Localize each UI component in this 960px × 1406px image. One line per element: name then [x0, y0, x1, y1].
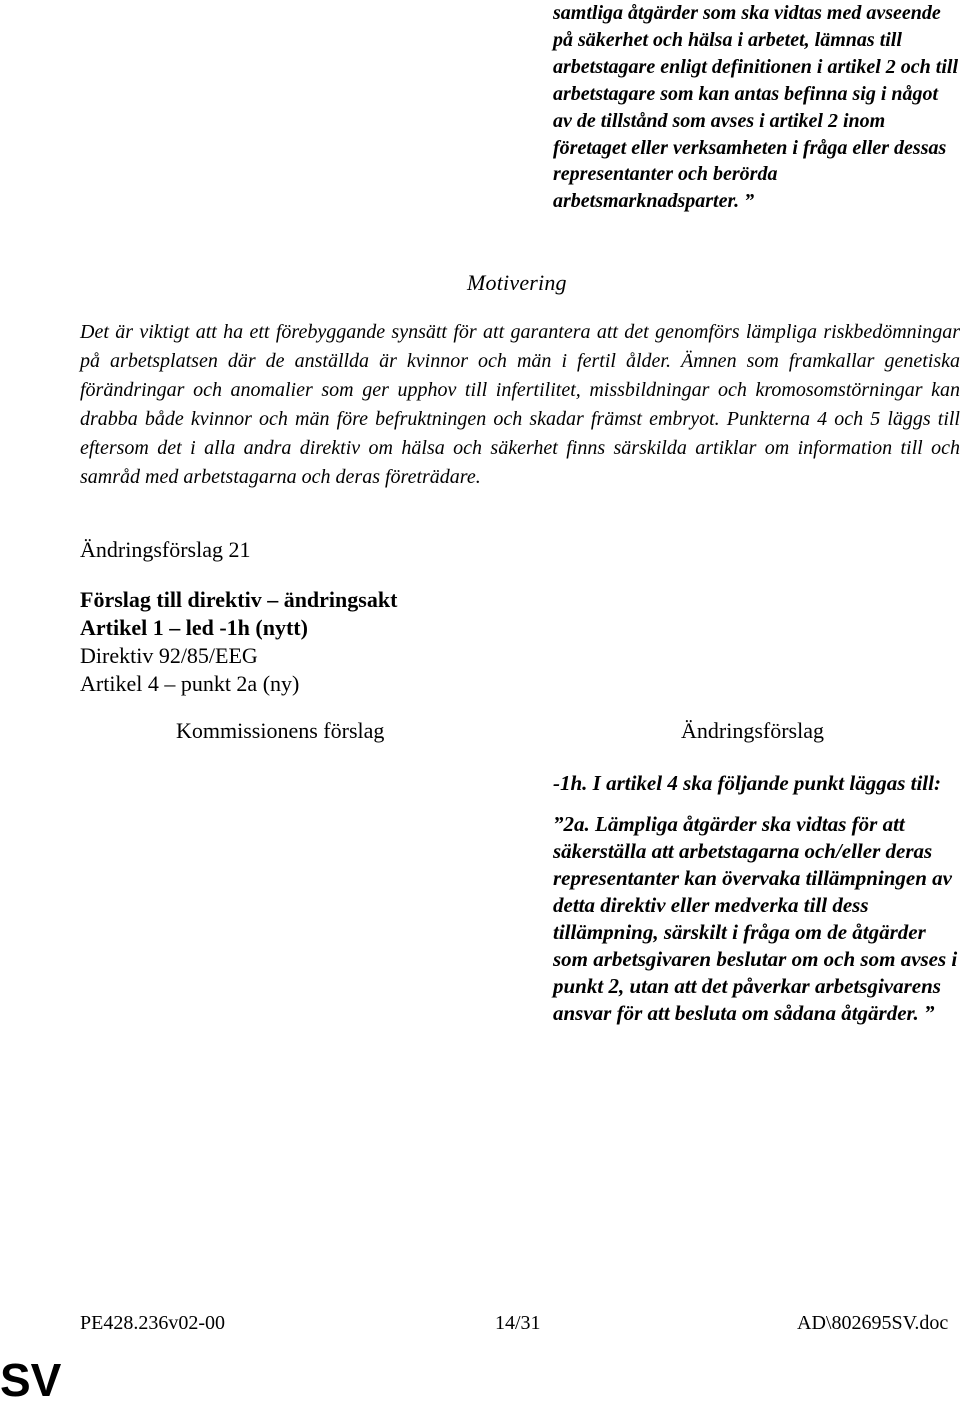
footer-file-name: AD\802695SV.doc — [797, 1312, 949, 1334]
point-line: Artikel 4 – punkt 2a (ny) — [80, 671, 300, 696]
language-code: SV — [0, 1354, 62, 1406]
footer-page-number: 14/31 — [495, 1312, 541, 1334]
previous-amendment-text: samtliga åtgärder som ska vidtas med avseende på säkerhet och hälsa i arbetet, lämnas till arbetstagare enligt definitionen i artikel 2 och till arbetstagare som kan antas befinna sig i något av de tillstånd som avses i artikel 2 inom företaget eller verksamheten i fråga eller dessas representanter och berörda arbetsmarknadsparter. ” — [553, 2, 959, 213]
amendment-column-header: Ändringsförslag — [681, 718, 824, 743]
article-line: Artikel 1 – led -1h (nytt) — [80, 615, 308, 640]
justification-heading: Motivering — [467, 270, 567, 295]
footer-reference: PE428.236v02-00 — [80, 1312, 225, 1334]
amendment-number: Ändringsförslag 21 — [80, 537, 251, 562]
proposal-header — [80, 586, 397, 698]
directive-line: Direktiv 92/85/EEG — [80, 643, 258, 668]
amendment-paragraph-2: ”2a. Lämpliga åtgärder ska vidtas för att säkerställa att arbetstagarna och/eller deras representanter kan övervaka tillämpningen av detta direktiv eller medverka till dess tillämpning, särskilt i fråga om de åtgärder som arbetsgivaren beslutar om och som avses i punkt 2, utan att det påverkar arbetsgivarens ansvar för att besluta om sådana åtgärder. ” — [553, 812, 958, 1025]
justification-text: Det är viktigt att ha ett förebyggande synsätt för att garantera att det genomförs lämpliga riskbedömningar på arbetsplatsen där de anställda är kvinnor och män i fertil ålder. Ämnen som framkallar genetiska förändringar och anomalier som ger upphov till infertilitet, missbildningar och kromosomstörningar kan drabba både kvinnor och män före befruktningen och skadar främst embryot. Punkterna 4 och 5 läggs till eftersom det i alla andra direktiv om hälsa och säkerhet finns särskilda artiklar om information till och samråd med arbetstagarna och deras företrädare. — [80, 321, 960, 488]
proposal-line: Förslag till direktiv – ändringsakt — [80, 587, 398, 612]
commission-proposal-header: Kommissionens förslag — [176, 718, 385, 743]
amendment-text — [553, 770, 960, 1027]
amendment-paragraph-1: -1h. I artikel 4 ska följande punkt läggas till: — [553, 771, 941, 795]
